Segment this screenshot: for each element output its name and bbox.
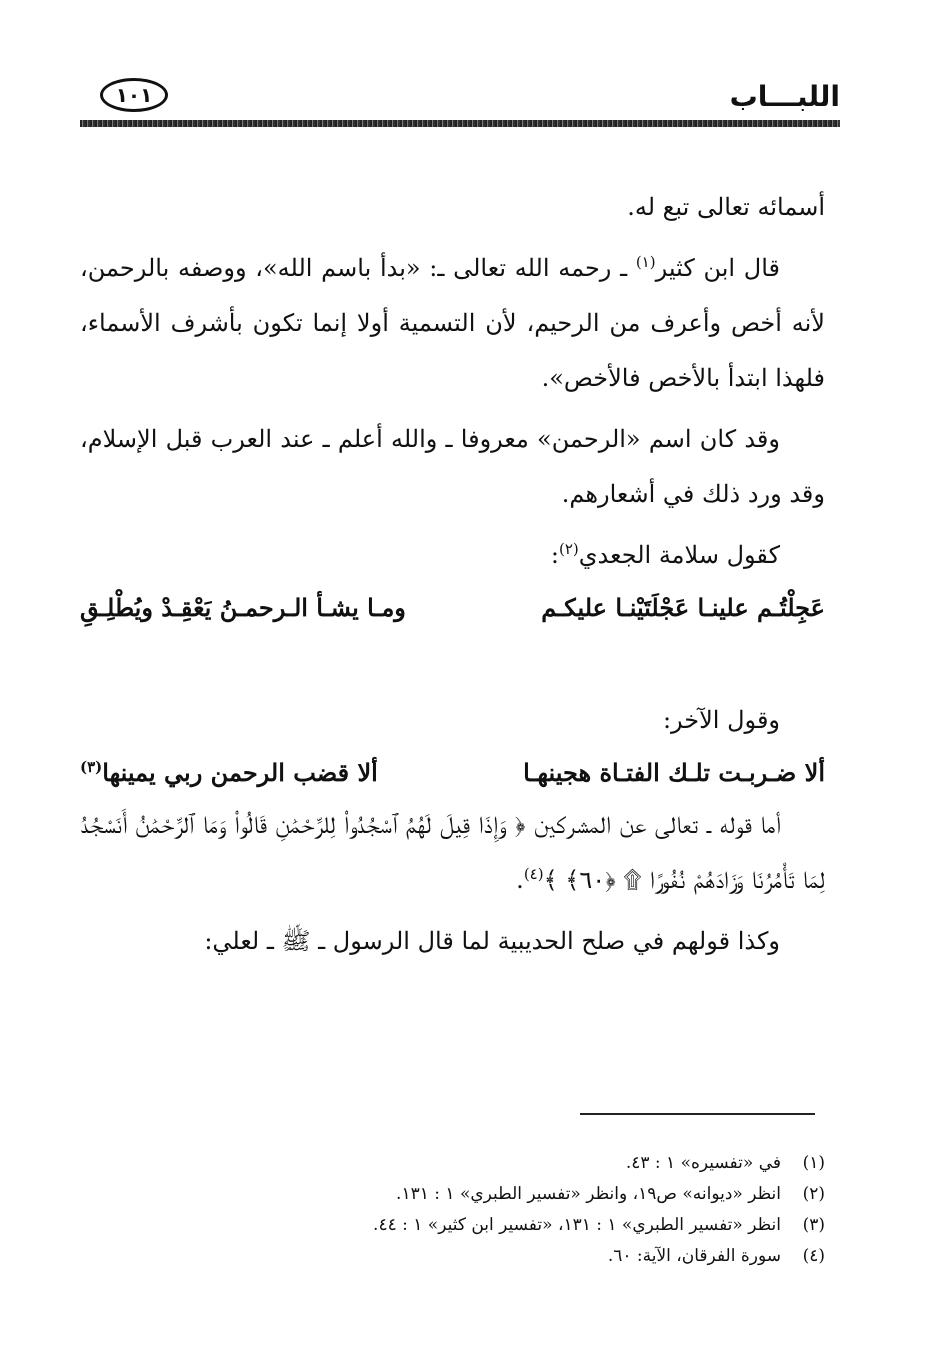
paragraph-6-end: .	[516, 866, 524, 894]
footnote-ref-3: (٣)	[80, 758, 103, 776]
footnotes	[300, 1148, 825, 1272]
paragraph-7: وكذا قولهم في صلح الحديبية لما قال الرسول ـ ﷺ ـ لعلي:	[204, 927, 780, 955]
paragraph-4-colon: :	[550, 541, 559, 569]
paragraph-4	[80, 528, 825, 583]
verse-2-first-hemistich: ألا ضـربـت تلـك الفتـاة هجينهـا	[523, 758, 825, 787]
paragraph-4-start: كقول سلامة الجعدي	[578, 541, 780, 569]
footnote-ref-1: (١)	[635, 253, 656, 271]
footnote-number: (٣)	[802, 1215, 825, 1235]
verse-gap	[80, 633, 825, 693]
footnote-text: في «تفسيره» ١ : ٤٣.	[625, 1153, 781, 1173]
verse-1-second-hemistich: ومـا يشـأ الـرحمـنُ يَعْقِـدْ ويُطْلِـقِ	[80, 593, 406, 622]
footnote-ref-2: (٢)	[558, 540, 579, 558]
footnote-1	[300, 1148, 825, 1179]
header-rule	[80, 120, 840, 127]
footnote-text: انظر «تفسير الطبري» ١ : ١٣١، «تفسير ابن كثير» ١ : ٤٤.	[373, 1215, 781, 1235]
footnote-number: (١)	[802, 1153, 825, 1173]
paragraph-6-start: أما قوله ـ تعالى عن المشركين	[525, 811, 780, 839]
verse-2-second-hemistich: ألا قضب الرحمن ربي يمينها	[102, 758, 378, 787]
page-header	[80, 70, 840, 140]
main-text	[80, 180, 825, 975]
footnote-number: (٢)	[802, 1184, 825, 1204]
verse-1-first-hemistich: عَجِلْتُـم علينـا عَجْلَتَيْنـا عليكـم	[541, 593, 825, 622]
running-title: اللبـــاب	[729, 80, 840, 113]
paragraph-6	[80, 798, 825, 908]
quran-verse: ﴿ وَإِذَا قِيلَ لَهُمُ ٱسْجُدُوا۟ لِلرَّحْمَٰنِ قَالُوا۟ وَمَا ٱلرَّحْمَٰنُ أَنَسْجُدُ لِمَا تَأْمُرُنَا وَزَادَهُمْ نُفُورًا ۩ ﴿٦٠﴾ ﴾	[80, 811, 825, 894]
footnote-text: انظر «ديوانه» ص١٩، وانظر «تفسير الطبري» ١ : ١٣١.	[396, 1184, 781, 1204]
footnote-separator	[580, 1113, 815, 1115]
verse-2-second-hemistich-wrap	[80, 748, 378, 798]
paragraph-2-start: قال ابن كثير	[655, 254, 780, 282]
footnote-ref-4: (٤)	[523, 865, 544, 883]
page-number-frame	[100, 78, 168, 112]
verse-2	[80, 748, 825, 798]
paragraph-5: وقول الآخر:	[662, 706, 780, 734]
paragraph-2	[80, 241, 825, 406]
paragraph-2-rest: ـ رحمه الله تعالى ـ: «بدأ باسم الله»، ووصفه بالرحمن، لأنه أخص وأعرف من الرحيم، لأن التسمية أولا إنما تكون بأشرف الأسماء، فلهذا ابتدأ بالأخص فالأخص».	[80, 254, 825, 392]
verse-1	[80, 583, 825, 633]
footnote-number: (٤)	[802, 1246, 825, 1266]
page-number: ١٠١	[115, 83, 153, 107]
footnote-2	[300, 1179, 825, 1210]
paragraph-1: أسمائه تعالى تبع له.	[627, 193, 825, 221]
paragraph-3: وقد كان اسم «الرحمن» معروفا ـ والله أعلم ـ عند العرب قبل الإسلام، وقد ورد ذلك في أشعارهم.	[80, 425, 825, 508]
footnote-text: سورة الفرقان، الآية: ٦٠.	[607, 1246, 781, 1266]
footnote-4	[300, 1241, 825, 1272]
footnote-3	[300, 1210, 825, 1241]
